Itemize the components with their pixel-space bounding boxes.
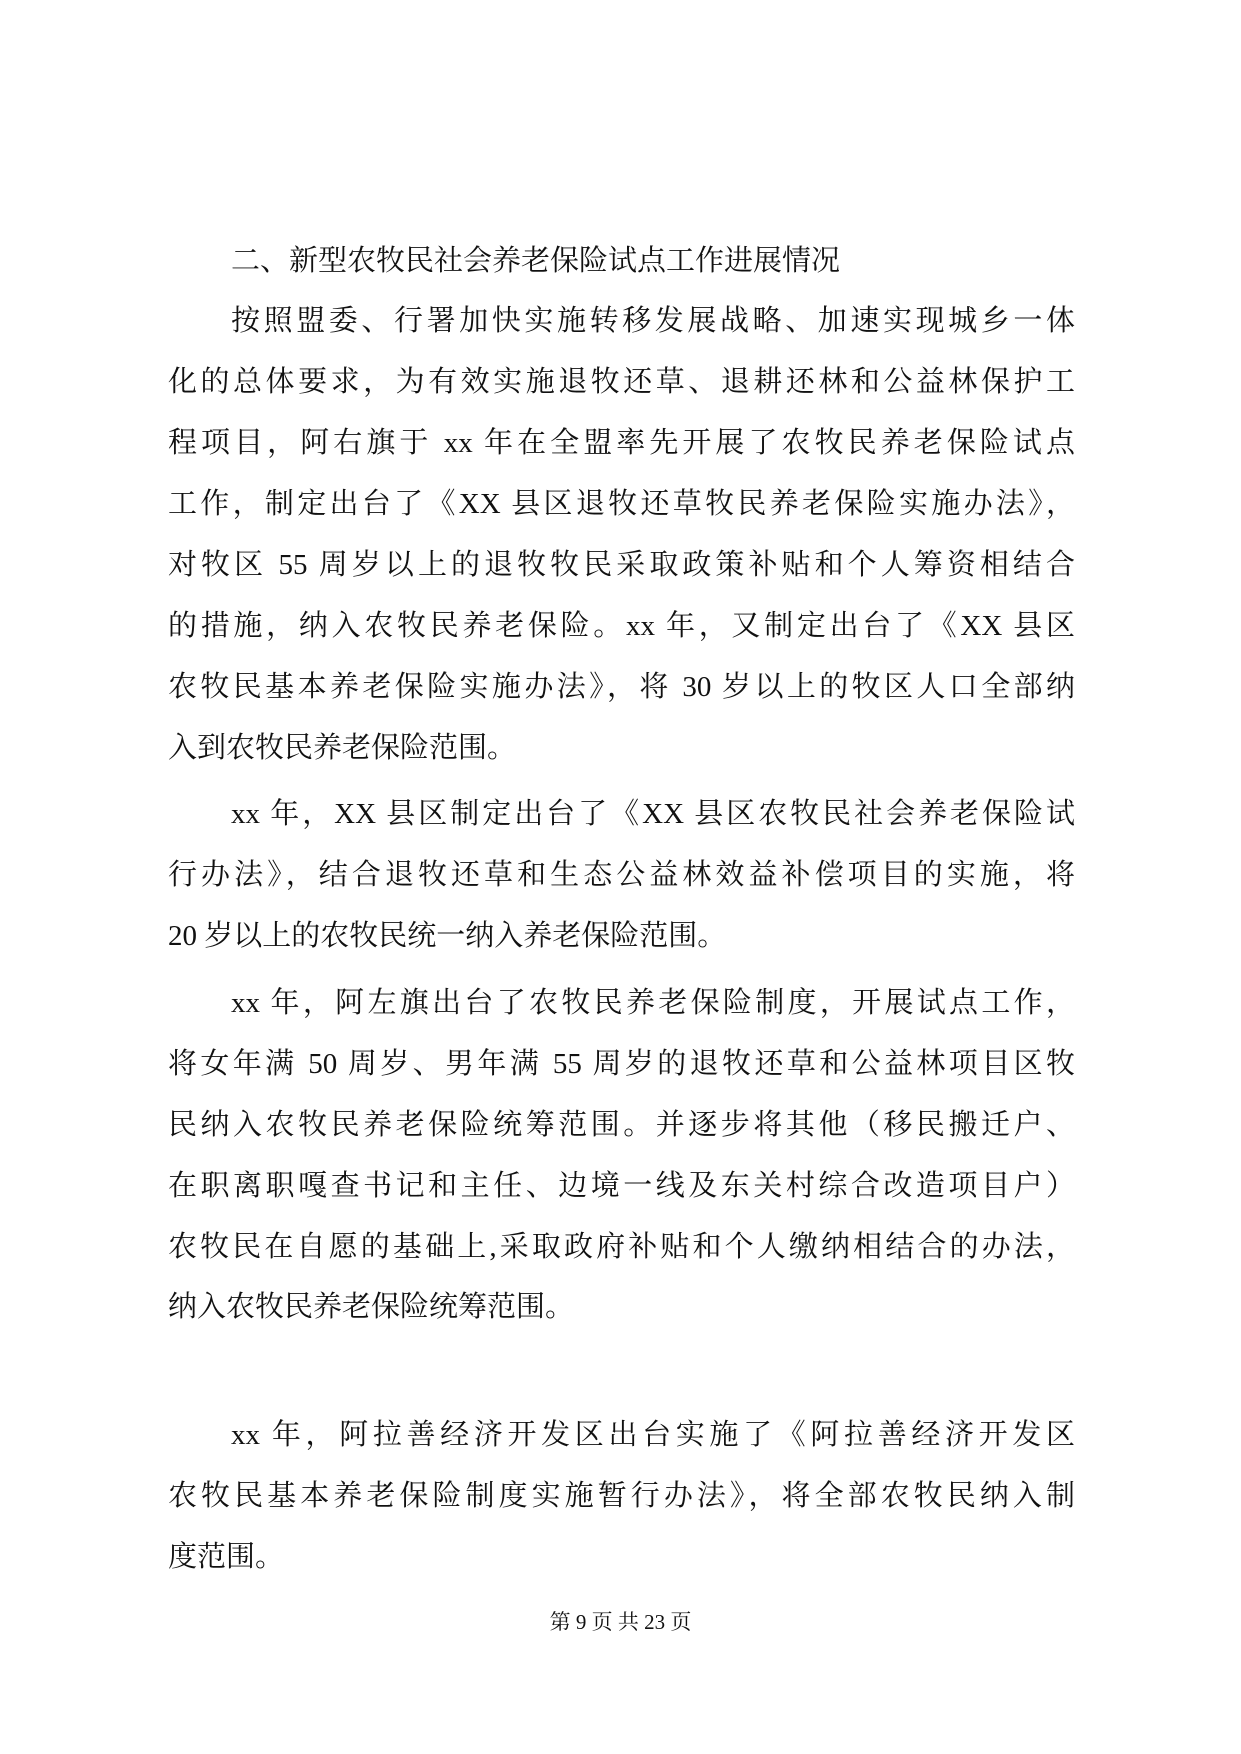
paragraph-line: xx 年，阿左旗出台了农牧民养老保险制度，开展试点工作， <box>231 987 1075 1019</box>
paragraph-line: 农牧民基本养老保险制度实施暂行办法》，将全部农牧民纳入制 <box>168 1480 1075 1512</box>
paragraph-line: 按照盟委、行署加快实施转移发展战略、加速实现城乡一体 <box>231 305 1075 337</box>
paragraph-line: 对牧区 55 周岁以上的退牧牧民采取政策补贴和个人筹资相结合 <box>168 549 1075 581</box>
paragraph-line: 工作，制定出台了《XX 县区退牧还草牧民养老保险实施办法》， <box>168 488 1075 520</box>
paragraph-line: xx 年，阿拉善经济开发区出台实施了《阿拉善经济开发区 <box>231 1419 1075 1451</box>
paragraph-line: 的措施，纳入农牧民养老保险。xx 年，又制定出台了《XX 县区 <box>168 610 1075 642</box>
paragraph-line: 农牧民在自愿的基础上,采取政府补贴和个人缴纳相结合的办法， <box>168 1231 1075 1263</box>
paragraph-line: 纳入农牧民养老保险统筹范围。 <box>168 1291 575 1323</box>
paragraph-line: 化的总体要求，为有效实施退牧还草、退耕还林和公益林保护工 <box>168 366 1075 398</box>
paragraph-line: xx 年，XX 县区制定出台了《XX 县区农牧民社会养老保险试 <box>231 798 1075 830</box>
paragraph-line: 20 岁以上的农牧民统一纳入养老保险范围。 <box>168 920 727 952</box>
paragraph-line: 程项目，阿右旗于 xx 年在全盟率先开展了农牧民养老保险试点 <box>168 427 1075 459</box>
paragraph-line: 在职离职嘎查书记和主任、边境一线及东关村综合改造项目户） <box>168 1170 1075 1202</box>
paragraph-line: 度范围。 <box>168 1541 285 1573</box>
paragraph-line: 民纳入农牧民养老保险统筹范围。并逐步将其他（移民搬迁户、 <box>168 1109 1075 1141</box>
section-heading: 二、新型农牧民社会养老保险试点工作进展情况 <box>231 245 841 277</box>
paragraph-line: 入到农牧民养老保险范围。 <box>168 732 517 764</box>
paragraph-line: 农牧民基本养老保险实施办法》，将 30 岁以上的牧区人口全部纳 <box>168 671 1075 703</box>
paragraph-line: 行办法》，结合退牧还草和生态公益林效益补偿项目的实施，将 <box>168 859 1075 891</box>
page-number-footer: 第 9 页 共 23 页 <box>549 1610 692 1634</box>
paragraph-line: 将女年满 50 周岁、男年满 55 周岁的退牧还草和公益林项目区牧 <box>168 1048 1075 1080</box>
